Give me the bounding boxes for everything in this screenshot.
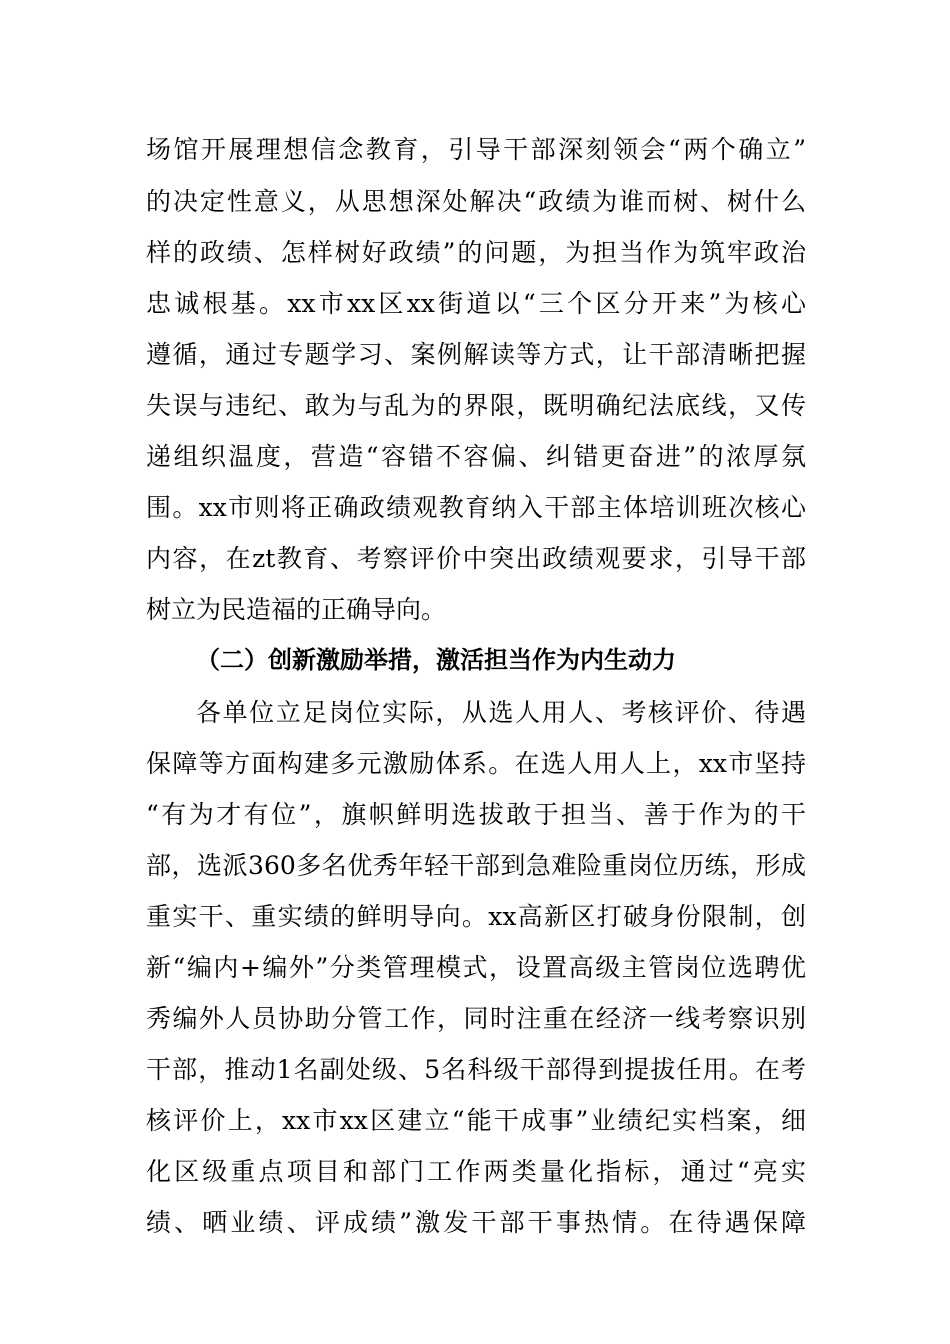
body-text-line: 绩、晒业绩、评成绩”激发干部干事热情。在待遇保障 xyxy=(146,1208,806,1237)
body-text-line: 重实干、重实绩的鲜明导向。xx高新区打破身份限制，创 xyxy=(146,902,806,931)
section-heading: （二）创新激励举措，激活担当作为内生动力 xyxy=(196,646,676,674)
body-text-line: 化区级重点项目和部门工作两类量化指标，通过“亮实 xyxy=(146,1157,806,1186)
body-text-line: 失误与违纪、敢为与乱为的界限，既明确纪法底线，又传 xyxy=(146,391,806,420)
body-text-line: 样的政绩、怎样树好政绩”的问题，为担当作为筑牢政治 xyxy=(146,238,806,267)
body-text-line: 场馆开展理想信念教育，引导干部深刻领会“两个确立” xyxy=(146,135,806,164)
body-text-line: 核评价上，xx市xx区建立“能干成事”业绩纪实档案，细 xyxy=(146,1106,806,1135)
body-text-line: 内容，在zt教育、考察评价中突出政绩观要求，引导干部 xyxy=(146,544,806,573)
body-text-line: 各单位立足岗位实际，从选人用人、考核评价、待遇 xyxy=(196,698,806,727)
body-text-line: 忠诚根基。xx市xx区xx街道以“三个区分开来”为核心 xyxy=(146,289,806,318)
body-text-line: 保障等方面构建多元激励体系。在选人用人上，xx市坚持 xyxy=(146,749,806,778)
body-text-line: 新“编内+编外”分类管理模式，设置高级主管岗位选聘优 xyxy=(146,953,806,982)
body-text-line: 遵循，通过专题学习、案例解读等方式，让干部清晰把握 xyxy=(146,340,806,369)
body-text-line: 秀编外人员协助分管工作，同时注重在经济一线考察识别 xyxy=(146,1004,806,1033)
body-text-line: 部，选派360多名优秀年轻干部到急难险重岗位历练，形成 xyxy=(146,851,806,880)
body-text-line: 递组织温度，营造“容错不容偏、纠错更奋进”的浓厚氛 xyxy=(146,442,806,471)
body-text-line: 树立为民造福的正确导向。 xyxy=(146,595,447,624)
body-text-line: 围。xx市则将正确政绩观教育纳入干部主体培训班次核心 xyxy=(146,493,806,522)
body-text-line: 干部，推动1名副处级、5名科级干部得到提拔任用。在考 xyxy=(146,1055,806,1084)
body-text-line: “有为才有位”，旗帜鲜明选拔敢于担当、善于作为的干 xyxy=(146,800,806,829)
body-text-line: 的决定性意义，从思想深处解决“政绩为谁而树、树什么 xyxy=(146,187,806,216)
